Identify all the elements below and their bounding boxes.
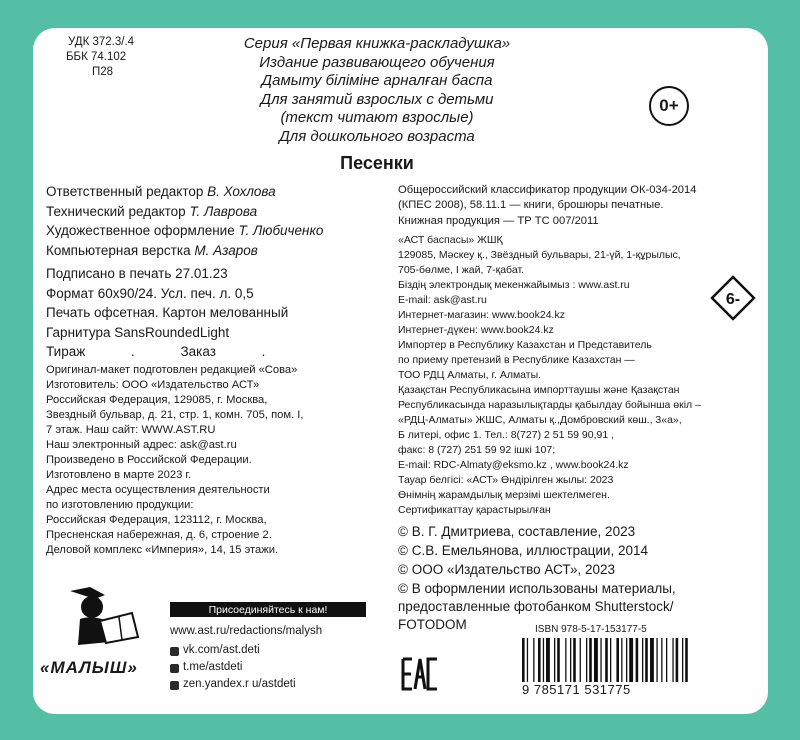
credit-row: [46, 205, 257, 219]
publisher-line: Пресненская набережная, д. 6, строение 2.: [46, 529, 272, 541]
barcode-bar: [600, 638, 601, 682]
credit-name: Т. Лаврова: [189, 204, 258, 219]
barcode-bar: [527, 638, 528, 682]
barcode-bar: [676, 638, 679, 682]
barcode-bar: [645, 638, 648, 682]
barcode-bar: [586, 638, 587, 682]
barcode-bar: [629, 638, 633, 682]
print-info-line: Подписано в печать 27.01.23: [46, 266, 228, 281]
copyright-line: © С.В. Емельянова, иллюстрации, 2014: [398, 543, 648, 558]
kz-info-line: Сертификаттау қарастырылған: [398, 504, 551, 516]
barcode-bar: [610, 638, 611, 682]
publisher-line: Произведено в Российской Федерации.: [46, 454, 252, 466]
print-info-line: Гарнитура SansRoundedLight: [46, 325, 230, 340]
barcode-bar: [565, 638, 566, 682]
barcode-bar: [557, 638, 560, 682]
barcode-bar: [594, 638, 598, 682]
publisher-line: Наш электронный адрес: ask@ast.ru: [46, 439, 237, 451]
barcode-bar: [621, 638, 622, 682]
barcode-bar: [543, 638, 544, 682]
credit-name: Т. Любиченко: [238, 223, 324, 238]
publisher-line: Звездный бульвар, д. 21, стр. 1, комн. 705, пом. I,: [46, 409, 304, 421]
malysh-logo: «МАЛЫШ»: [40, 658, 138, 677]
publisher-line: Деловой комплекс «Империя», 14, 15 этажи.: [46, 544, 279, 556]
publisher-line: 7 этаж. Наш сайт: WWW.AST.RU: [46, 424, 216, 436]
kz-info-line: Қазақстан Республикасына импорттаушы және Қазақстан: [398, 384, 680, 396]
kz-info-line: ТОО РДЦ Алматы, г. Алматы.: [398, 369, 542, 381]
join-banner: Присоединяйтесь к нам!: [170, 602, 366, 617]
credit-row: [46, 224, 323, 238]
kz-info-line: Республикасында наразылықтарды қабылдау бойынша өкіл –: [398, 399, 701, 411]
credit-role: Художественное оформление: [46, 223, 235, 238]
kz-info-line: Өнімнің жарамдылық мерзімі шектелмеген.: [398, 489, 610, 501]
publisher-line: Адрес места осуществления деятельности: [46, 484, 270, 496]
kz-info-line: 129085, Мәскеу қ., Звёздный бульвары, 21-үй, 1-құрылыс,: [398, 249, 681, 261]
copyright-line: © ООО «Издательство АСТ», 2023: [398, 562, 616, 577]
classifier-line: Книжная продукция — ТР ТС 007/2011: [398, 215, 599, 227]
barcode-bar: [522, 638, 525, 682]
print-info-line: Формат 60х90/24. Усл. печ. л. 0,5: [46, 286, 254, 301]
barcode-bar: [538, 638, 541, 682]
barcode-bar: [682, 638, 683, 682]
book-title: Песенки: [340, 153, 414, 173]
barcode-digits: 9 785171 531775: [522, 682, 631, 697]
kz-info-line: «РДЦ-Алматы» ЖШС, Алматы қ.,Домбровский көш., 3«а»,: [398, 414, 682, 426]
print-info-line: Тираж . Заказ .: [46, 344, 266, 359]
series-line: Дамыту біліміне арналған баспа: [261, 72, 493, 89]
social-link-telegram[interactable]: t.me/astdeti: [183, 661, 243, 673]
kz-info-line: факс: 8 (727) 251 59 92 ішкі 107;: [398, 444, 556, 456]
credit-name: В. Хохлова: [207, 184, 276, 199]
copyright-line: FOTODOM: [398, 617, 467, 632]
barcode-bar: [554, 638, 555, 682]
kz-info-line: E-mail: ask@ast.ru: [398, 294, 487, 306]
barcode-bar: [650, 638, 654, 682]
barcode-bar: [661, 638, 662, 682]
series-line: Для дошкольного возраста: [279, 128, 475, 145]
publisher-line: Российская Федерация, 123112, г. Москва,: [46, 514, 267, 526]
site-link[interactable]: www.ast.ru/redactions/malysh: [170, 625, 323, 637]
print-info-line: Печать офсетная. Картон мелованный: [46, 305, 289, 320]
copyright-line: предоставленные фотобанком Shutterstock/: [398, 599, 674, 614]
social-link-vk[interactable]: vk.com/ast.deti: [183, 644, 260, 656]
kz-info-line: Тауар белгісі: «АСТ» Өндірілген жылы: 2023: [398, 474, 614, 486]
series-line: Серия «Первая книжка-раскладушка»: [243, 35, 511, 52]
isbn: ISBN 978-5-17-153177-5: [535, 624, 647, 635]
kz-info-line: по приему претензий в Республике Казахстан —: [398, 354, 635, 366]
series-line: Для занятий взрослых с детьми: [260, 91, 494, 108]
barcode-bar: [626, 638, 627, 682]
classifier-line: Общероссийский классификатор продукции ОК-034-2014: [398, 184, 697, 196]
kz-info-line: Интернет-дүкен: www.book24.kz: [398, 324, 554, 336]
barcode-bar: [546, 638, 550, 682]
udk-code: УДК 372.3/.4: [68, 36, 135, 48]
barcode-bar: [685, 638, 688, 682]
credit-role: Технический редактор: [46, 204, 186, 219]
age-rating-badge: 0+: [649, 86, 689, 126]
barcode-bar: [580, 638, 581, 682]
publisher-line: по изготовлению продукции:: [46, 499, 194, 511]
credit-row: [46, 185, 276, 199]
publisher-line: Изготовлено в марте 2023 г.: [46, 469, 192, 481]
barcode-bar: [636, 638, 639, 682]
barcode: [520, 638, 740, 688]
barcode-bar: [616, 638, 619, 682]
kz-info-line: Б литері, офис 1. Тел.: 8(727) 2 51 59 90,91 ,: [398, 429, 615, 441]
series-line: Издание развивающего обучения: [259, 54, 495, 71]
author-sign: П28: [92, 66, 114, 78]
publisher-line: Изготовитель: ООО «Издательство АСТ»: [46, 379, 260, 391]
kz-info-line: 705-бөлме, I жай, 7-қабат.: [398, 264, 524, 276]
credit-role: Ответственный редактор: [46, 184, 204, 199]
vk-icon: [170, 647, 179, 656]
eac-icon: [400, 655, 440, 693]
kz-info-line: E-mail: RDC-Almaty@eksmo.kz , www.book24.kz: [398, 459, 629, 471]
kz-info-line: Импортер в Республику Казахстан и Представитель: [398, 339, 652, 351]
copyright-line: © В. Г. Дмитриева, составление, 2023: [398, 524, 636, 539]
barcode-bar: [672, 638, 673, 682]
credit-role: Компьютерная верстка: [46, 243, 191, 258]
barcode-bar: [605, 638, 608, 682]
classifier-line: (КПЕС 2008), 58.11.1 — книги, брошюры печатные.: [398, 199, 664, 211]
credit-row: [46, 244, 258, 258]
social-link-zen[interactable]: zen.yandex.r u/astdeti: [183, 678, 296, 690]
barcode-bar: [642, 638, 643, 682]
kz-info-line: «АСТ баспасы» ЖШҚ: [398, 234, 503, 246]
age-diamond-badge: [710, 275, 756, 321]
publisher-line: Российская Федерация, 129085, г. Москва,: [46, 394, 268, 406]
kz-info-line: Интернет-магазин: www.book24.kz: [398, 309, 565, 321]
kz-info-line: Біздің электрондық мекенжайымыз : www.ast.ru: [398, 279, 630, 291]
barcode-bar: [573, 638, 576, 682]
bbk-code: ББК 74.102: [66, 51, 127, 63]
age-diamond-text: 6-: [725, 291, 741, 308]
telegram-icon: [170, 664, 179, 673]
copyright-line: © В оформлении использованы материалы,: [398, 581, 676, 596]
reading-child-icon: [60, 585, 150, 655]
credit-name: М. Азаров: [194, 243, 258, 258]
barcode-bar: [589, 638, 592, 682]
barcode-bar: [656, 638, 657, 682]
publisher-line: Оригинал-макет подготовлен редакцией «Сова»: [46, 364, 298, 376]
barcode-bar: [570, 638, 571, 682]
series-line: (текст читают взрослые): [280, 109, 474, 126]
barcode-bar: [533, 638, 534, 682]
zen-icon: [170, 681, 179, 690]
barcode-bar: [666, 638, 667, 682]
